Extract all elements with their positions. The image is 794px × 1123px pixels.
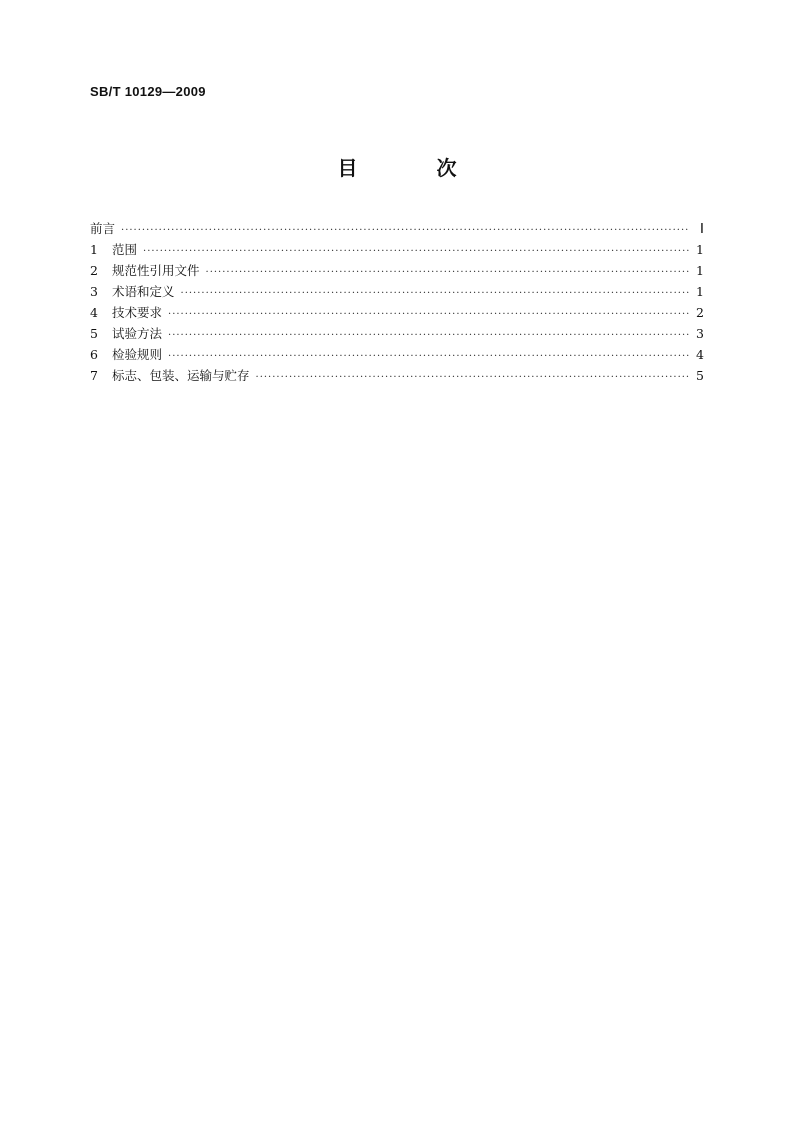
toc-entry-page: Ⅰ — [699, 222, 704, 237]
toc-entry-number: 1 — [90, 242, 98, 257]
toc-entry-number: 2 — [90, 263, 98, 278]
toc-leader-dots — [168, 346, 690, 367]
toc-entry-number: 4 — [90, 305, 98, 320]
toc-entry-number: 6 — [90, 347, 98, 362]
toc-entry-foreword[interactable] — [90, 218, 704, 239]
toc-leader-dots — [181, 283, 690, 304]
toc-entry-scope[interactable] — [90, 239, 704, 260]
toc-entry-text: 试验方法 — [112, 326, 163, 341]
toc-entry-page: 4 — [696, 347, 704, 362]
toc-entry-page: 1 — [696, 263, 704, 278]
toc-entry-number: 3 — [90, 284, 98, 299]
toc-entry-page: 1 — [696, 242, 704, 257]
toc-entry-test-methods[interactable] — [90, 323, 704, 344]
toc-entry-terms-definitions[interactable] — [90, 281, 704, 302]
toc-entry-marking-packaging[interactable] — [90, 365, 704, 386]
toc-list — [90, 218, 704, 386]
document-code: SB/T 10129—2009 — [90, 84, 206, 99]
toc-leader-dots — [206, 262, 690, 283]
toc-entry-text: 标志、包装、运输与贮存 — [112, 368, 250, 383]
toc-entry-text: 规范性引用文件 — [112, 263, 200, 278]
toc-entry-number: 5 — [90, 326, 98, 341]
toc-entry-page: 2 — [696, 305, 704, 320]
toc-title: 目 次 — [337, 156, 493, 180]
toc-entry-text: 检验规则 — [112, 347, 163, 362]
toc-leader-dots — [121, 220, 690, 241]
toc-entry-inspection-rules[interactable] — [90, 344, 704, 365]
toc-entry-text: 前言 — [90, 221, 116, 236]
toc-leader-dots — [168, 304, 690, 325]
toc-leader-dots — [256, 367, 690, 388]
toc-leader-dots — [143, 241, 690, 262]
toc-entry-text: 术语和定义 — [112, 284, 175, 299]
toc-entry-page: 5 — [696, 368, 704, 383]
toc-entry-text: 技术要求 — [112, 305, 163, 320]
toc-entry-normative-references[interactable] — [90, 260, 704, 281]
toc-entry-page: 1 — [696, 284, 704, 299]
toc-entry-number: 7 — [90, 368, 98, 383]
toc-leader-dots — [168, 325, 690, 346]
toc-entry-text: 范围 — [112, 242, 138, 257]
toc-entry-page: 3 — [696, 326, 704, 341]
toc-entry-technical-requirements[interactable] — [90, 302, 704, 323]
